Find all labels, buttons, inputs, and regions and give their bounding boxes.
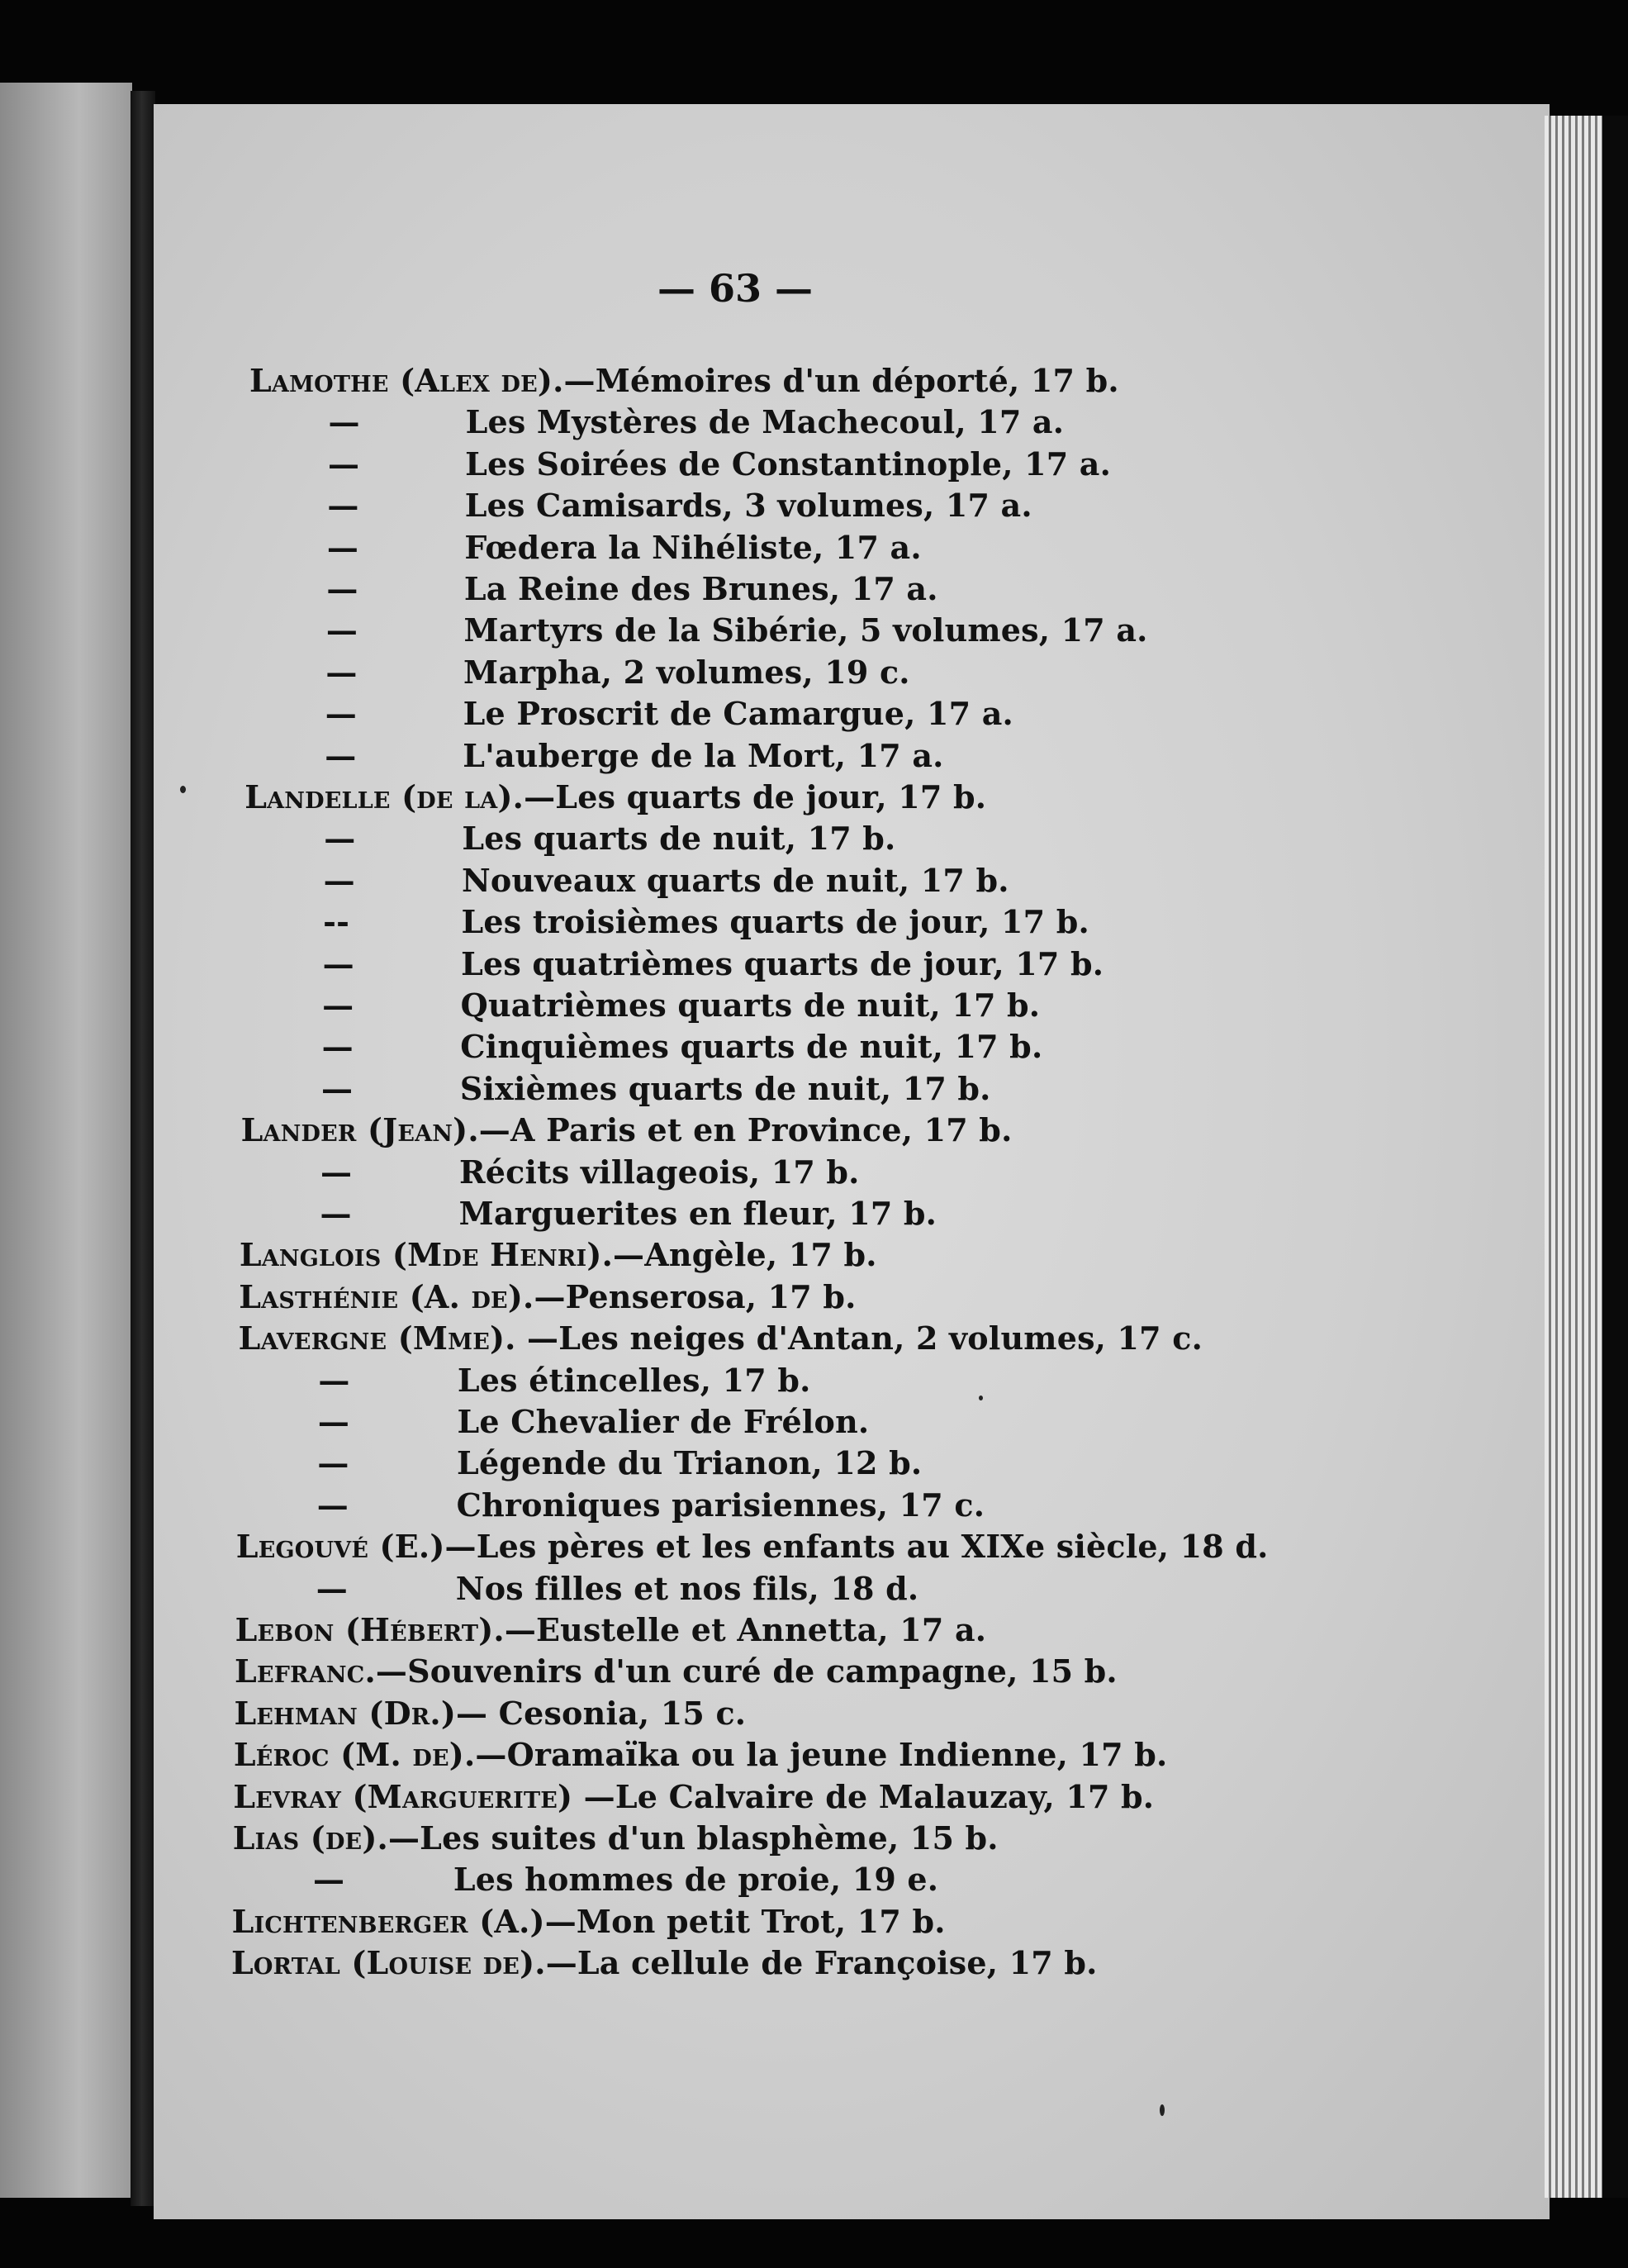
entry-title: —Le Calvaire de Malauzay, 17 b. [572, 1777, 1155, 1815]
entry-title: Les hommes de proie, 19 e. [453, 1861, 939, 1899]
ditto-dash: — [318, 1361, 350, 1399]
catalog-entry [244, 778, 986, 815]
entry-title: Les Mystères de Machecoul, 17 a. [465, 403, 1065, 441]
entry-title: Fœdera la Nihéliste, 17 a. [464, 528, 922, 566]
ditto-dash: -- [323, 903, 350, 941]
entry-title: —Mémoires d'un déporté, 17 b. [563, 362, 1119, 399]
entry-author: Lebon (Hébert). [235, 1611, 505, 1648]
ditto-dash: — [313, 1861, 345, 1899]
entry-title: Le Chevalier de Frélon. [457, 1403, 870, 1440]
ditto-dash: — [325, 653, 358, 691]
entry-author: Lehman (Dr.) [234, 1694, 457, 1732]
catalog-entry [234, 1736, 1168, 1773]
entry-title: Cinquièmes quarts de nuit, 17 b. [460, 1028, 1043, 1066]
entry-title: —Eustelle et Annetta, 17 a. [504, 1611, 987, 1648]
entry-title: —Penserosa, 17 b. [534, 1277, 857, 1315]
ditto-dash: — [326, 570, 358, 607]
ditto-dash: — [317, 1403, 350, 1440]
ditto-dash: — [325, 611, 358, 649]
ditto-dash: — [323, 861, 355, 899]
entry-author: Lavergne (Mme). [238, 1319, 516, 1357]
ditto-dash: — [316, 1486, 349, 1524]
entry-title: Sixièmes quarts de nuit, 17 b. [459, 1069, 991, 1107]
entry-title: Marguerites en fleur, 17 b. [458, 1195, 937, 1232]
entry-title: —A Paris et en Province, 17 b. [478, 1111, 1013, 1149]
ditto-dash: — [320, 1153, 353, 1191]
entry-title: Les étincelles, 17 b. [457, 1361, 811, 1399]
entry-author: Lortal (Louise de). [231, 1944, 546, 1982]
ink-speck [180, 786, 186, 793]
entry-title: Légende du Trianon, 12 b. [457, 1444, 923, 1482]
ditto-dash: — [324, 820, 356, 858]
catalog-entry [235, 1611, 987, 1648]
catalog-entry [235, 1652, 1118, 1690]
ditto-dash: — [326, 528, 359, 566]
entry-title: —Angèle, 17 b. [613, 1236, 877, 1274]
ditto-dash: — [321, 1028, 354, 1066]
catalog-entry [231, 1944, 1098, 1981]
catalog-entry [239, 1278, 856, 1315]
entry-title: Les Soirées de Constantinople, 17 a. [465, 445, 1112, 483]
entry-title: —Les quarts de jour, 17 b. [524, 778, 987, 815]
entry-title: Chroniques parisiennes, 17 c. [456, 1486, 985, 1524]
catalog-entry [233, 1778, 1154, 1815]
entry-title: — Cesonia, 15 c. [456, 1694, 747, 1732]
entry-author: Levray (Marguerite) [233, 1777, 573, 1815]
ditto-dash: — [327, 445, 360, 483]
entry-title: —Oramaïka ou la jeune Indienne, 17 b. [475, 1736, 1168, 1774]
entry-author: Lander (Jean). [240, 1111, 479, 1149]
entry-title: —Les neiges d'Antan, 2 volumes, 17 c. [515, 1319, 1203, 1357]
entry-title: Martyrs de la Sibérie, 5 volumes, 17 a. [463, 611, 1148, 649]
entry-title: Les Camisards, 3 volumes, 17 a. [464, 487, 1032, 525]
entry-author: Lichtenberger (A.) [231, 1902, 545, 1940]
ink-speck [1160, 2104, 1165, 2116]
catalog-entry [236, 1528, 1269, 1565]
catalog-entry [234, 1695, 746, 1732]
catalog-entry [240, 1236, 877, 1273]
ditto-dash: — [316, 1569, 348, 1607]
entry-author: Lasthénie (A. de). [239, 1277, 534, 1315]
entry-title: —Souvenirs d'un curé de campagne, 15 b. [375, 1652, 1118, 1690]
ditto-dash: — [321, 1069, 354, 1107]
entry-title: Les quatrièmes quarts de jour, 17 b. [461, 944, 1104, 982]
ditto-dash: — [327, 487, 359, 525]
ditto-dash: — [320, 1195, 352, 1232]
entry-author: Landelle (de la). [244, 778, 524, 815]
entry-author: Lias (de). [232, 1819, 388, 1857]
ditto-dash: — [325, 736, 357, 774]
page-number: — 63 — [657, 266, 814, 311]
catalog-entry [249, 362, 1119, 399]
ditto-dash: — [325, 695, 357, 733]
entry-author: Lamothe (Alex de). [249, 362, 564, 399]
entry-author: Langlois (Mde Henri). [239, 1236, 614, 1274]
ditto-dash: — [317, 1444, 349, 1482]
entry-author: Léroc (M. de). [233, 1736, 476, 1774]
entry-title: Nos filles et nos fils, 18 d. [455, 1569, 919, 1607]
catalog-entry [241, 1111, 1013, 1148]
ink-speck [979, 1396, 983, 1400]
entry-title: —Mon petit Trot, 17 b. [544, 1902, 946, 1940]
entry-title: —Les suites d'un blasphème, 15 b. [387, 1819, 999, 1857]
entry-title: Marpha, 2 volumes, 19 c. [463, 653, 910, 691]
entry-title: Le Proscrit de Camargue, 17 a. [463, 695, 1013, 733]
entry-title: La Reine des Brunes, 17 a. [463, 570, 938, 607]
entry-title: L'auberge de la Mort, 17 a. [463, 736, 944, 774]
ditto-dash: — [322, 987, 354, 1024]
entry-author: Legouvé (E.) [235, 1528, 445, 1566]
entry-author: Lefranc. [235, 1652, 376, 1690]
entry-title: Quatrièmes quarts de nuit, 17 b. [460, 987, 1041, 1024]
catalog-entry [239, 1319, 1203, 1357]
entry-title: —Les pères et les enfants au XIXe siècle, 18 d. [444, 1528, 1269, 1566]
entry-title: Récits villageois, 17 b. [459, 1153, 860, 1191]
catalog-entry [233, 1819, 999, 1857]
entry-title: Les quarts de nuit, 17 b. [462, 820, 896, 858]
entry-title: Les troisièmes quarts de jour, 17 b. [461, 903, 1089, 941]
catalog-entry [232, 1903, 946, 1940]
entry-title: —La cellule de Françoise, 17 b. [545, 1944, 1098, 1982]
ditto-dash: — [328, 403, 360, 441]
entry-title: Nouveaux quarts de nuit, 17 b. [461, 861, 1009, 899]
ditto-dash: — [322, 944, 354, 982]
